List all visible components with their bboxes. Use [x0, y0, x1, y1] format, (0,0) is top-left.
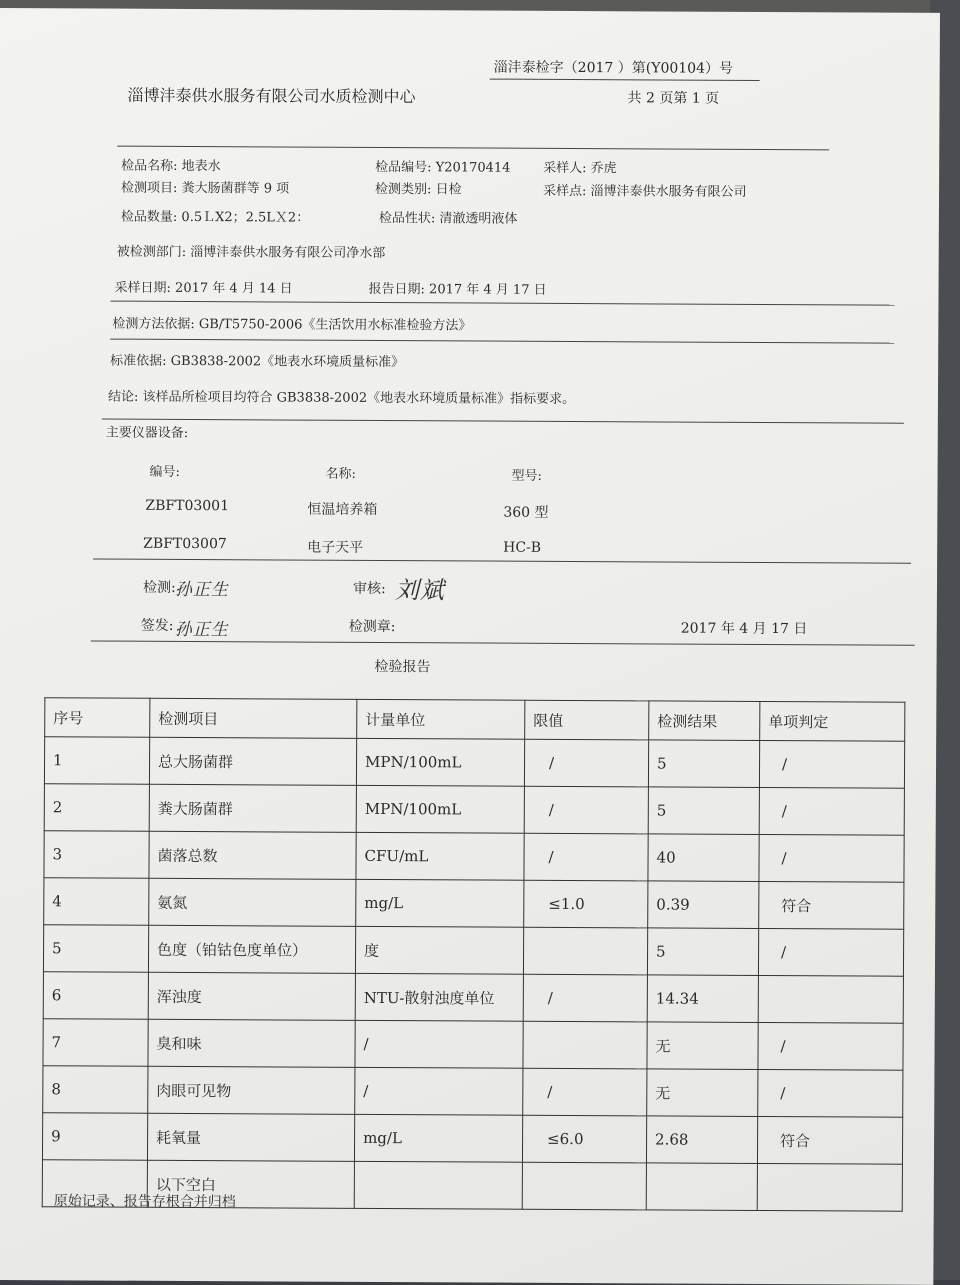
results-table [42, 697, 906, 1212]
method-label: 检测方法依据: [112, 316, 195, 333]
cell-unit: CFU/mL [356, 832, 524, 880]
cell-index: 8 [43, 1066, 148, 1114]
method-value: GB/T5750-2006《生活饮用水标准检验方法》 [198, 317, 472, 334]
sample-name-value: 地表水 [181, 158, 221, 175]
cell-item: 粪大肠菌群 [149, 784, 356, 832]
cell-result: 0.39 [648, 881, 759, 929]
method-field [112, 313, 471, 334]
cell-index: 9 [42, 1113, 147, 1161]
col-header-judgement: 单项判定 [760, 701, 905, 741]
site-label: 采样点: [543, 183, 587, 200]
col-header-limit: 限值 [525, 700, 649, 740]
quantity-label: 检品数量: [120, 209, 178, 225]
site-field [543, 180, 747, 200]
standard-label: 标准依据: [110, 353, 167, 369]
sampler-value: 乔虎 [590, 161, 617, 177]
col-header-unit: 计量单位 [357, 699, 525, 739]
cell-item: 耗氧量 [147, 1113, 354, 1161]
sample-date-field [114, 277, 292, 297]
cell-unit: NTU-散射浊度单位 [355, 973, 523, 1021]
cell-index: 3 [44, 831, 149, 879]
dept-label: 被检测部门: [116, 244, 187, 260]
reviewer-signature: 刘斌 [394, 576, 446, 605]
cell-judgement: / [758, 1022, 903, 1070]
test-type-value: 日检 [435, 182, 462, 198]
table-row [42, 1113, 902, 1165]
table-row [43, 1019, 903, 1071]
report-date-value: 2017 年 4 月 17 日 [429, 282, 547, 298]
dept-field [117, 241, 386, 261]
cell-limit: / [523, 974, 647, 1022]
report-date-field [368, 278, 546, 298]
cell-item: 浑浊度 [148, 972, 355, 1020]
property-field [379, 207, 518, 227]
cell-index: 2 [44, 784, 149, 832]
cell-limit: ≤1.0 [524, 880, 648, 928]
equipment-header-model: 型号: [511, 468, 542, 484]
cell-judgement: 符合 [757, 1116, 902, 1164]
cell-unit: / [355, 1020, 523, 1068]
equipment-row-2-name: 电子天平 [307, 539, 364, 556]
sample-no-value: Y20170414 [435, 160, 511, 176]
report-paper [0, 8, 940, 1285]
table-row [43, 972, 903, 1024]
cell-result: 5 [648, 787, 759, 835]
cell-limit [523, 1021, 647, 1069]
equipment-row-1-model: 360 型 [503, 504, 549, 521]
test-type-label: 检测类别: [375, 181, 432, 198]
cell-result: 5 [648, 740, 759, 788]
cell-judgement: / [759, 787, 904, 835]
report-number: 淄沣泰检字（2017 ）第(Y00104）号 [493, 59, 734, 77]
cell-judgement: / [759, 834, 904, 882]
table-row [43, 1066, 903, 1118]
cell-judgement: 符合 [759, 881, 904, 929]
property-label: 检品性状: [378, 210, 436, 227]
cell-result [646, 1163, 757, 1211]
cell-limit: / [524, 833, 648, 881]
quantity-value: 0.5ＬX2；2.5LＸ2： [181, 209, 310, 226]
divider [110, 339, 894, 344]
cell-result: 5 [647, 928, 758, 976]
divider [102, 419, 904, 424]
cell-index: 1 [44, 737, 149, 785]
stamp-label: 检测章: [348, 618, 396, 636]
divider [91, 640, 915, 645]
tester-label: 检测: [142, 579, 176, 596]
report-title: 检验报告 [374, 658, 431, 676]
cell-unit: / [355, 1067, 523, 1115]
cell-result: 40 [648, 834, 759, 882]
cell-limit [522, 1162, 646, 1210]
cell-item: 以下空白 [147, 1160, 354, 1208]
sample-date-value: 2017 年 4 月 14 日 [175, 280, 293, 297]
cell-limit: / [524, 786, 648, 834]
cell-index: 7 [43, 1019, 148, 1067]
cell-unit [354, 1161, 522, 1209]
cell-unit: MPN/100mL [356, 785, 524, 833]
cell-index: 6 [43, 972, 148, 1020]
cell-limit: / [524, 739, 648, 787]
quantity-field [121, 206, 309, 226]
equipment-row-1-name: 恒温培养箱 [307, 501, 378, 518]
dept-value: 淄博沣泰供水服务有限公司净水部 [190, 244, 386, 262]
cell-unit: mg/L [356, 879, 524, 927]
col-header-result: 检测结果 [649, 701, 760, 741]
conclusion-value: 该样品所检项目均符合 GB3838-2002《地表水环境质量标准》指标要求。 [142, 389, 576, 408]
cell-limit [523, 927, 647, 975]
cell-item: 色度（铂钴色度单位） [148, 925, 355, 973]
cell-item: 臭和味 [148, 1019, 355, 1067]
test-type-field [375, 178, 462, 197]
report-date-label: 报告日期: [368, 281, 425, 298]
issuer-signature: 孙正生 [174, 619, 229, 641]
divider [117, 146, 829, 151]
equipment-row-2-model: HC-B [503, 539, 542, 556]
page-info: 共 2 页第 1 页 [627, 90, 720, 107]
col-header-item: 检测项目 [150, 698, 357, 738]
equipment-row-2-code: ZBFT03007 [143, 535, 227, 553]
items-label: 检测项目: [121, 180, 178, 196]
cell-unit: mg/L [354, 1114, 522, 1162]
table-row [43, 925, 903, 977]
items-field [121, 177, 289, 197]
cell-item: 肉眼可见物 [148, 1066, 355, 1114]
cell-limit: ≤6.0 [522, 1115, 646, 1163]
table-row [44, 737, 904, 789]
cell-result: 14.34 [647, 975, 758, 1023]
table-row [44, 878, 904, 930]
cell-judgement: / [759, 740, 904, 788]
table-row [44, 831, 904, 883]
col-header-index: 序号 [45, 698, 150, 738]
cell-unit: MPN/100mL [356, 738, 524, 786]
report-number-underline [490, 79, 760, 81]
footer-note: 原始记录、报告存根合并归档 [53, 1193, 236, 1211]
standard-field [110, 350, 404, 371]
cell-item: 氨氮 [149, 878, 356, 926]
tester-signature: 孙正生 [174, 579, 230, 601]
conclusion-label: 结论: [107, 389, 139, 405]
cell-judgement: / [758, 928, 903, 976]
sampler-field [543, 157, 617, 176]
sign-date: 2017 年 4 月 17 日 [680, 620, 808, 638]
site-value: 淄博沣泰供水服务有限公司 [590, 184, 747, 200]
sample-date-label: 采样日期: [114, 280, 171, 296]
cell-result: 无 [647, 1022, 758, 1070]
conclusion-field [108, 386, 575, 407]
equipment-row-1-code: ZBFT03001 [145, 497, 230, 515]
divider [110, 301, 894, 306]
sample-name-label: 检品名称: [121, 158, 178, 174]
cell-unit: 度 [355, 926, 523, 974]
cell-judgement: / [758, 1069, 903, 1117]
cell-index: 4 [44, 878, 149, 926]
divider [93, 558, 911, 563]
property-value: 清澈透明液体 [439, 211, 518, 227]
cell-result: 无 [647, 1069, 758, 1117]
sample-name-field [121, 155, 221, 175]
cell-judgement [758, 975, 903, 1023]
cell-item: 菌落总数 [149, 831, 356, 879]
sample-no-field [375, 156, 510, 176]
org-title: 淄博沣泰供水服务有限公司水质检测中心 [127, 85, 416, 107]
table-row [44, 784, 904, 836]
equipment-title: 主要仪器设备: [105, 425, 189, 441]
items-value: 粪大肠菌群等 9 项 [181, 180, 290, 197]
issuer-label: 签发: [140, 617, 174, 634]
table-header-row [45, 698, 905, 742]
sampler-label: 采样人: [543, 160, 587, 177]
cell-index: 5 [43, 925, 148, 973]
cell-limit: / [523, 1068, 647, 1116]
cell-result: 2.68 [646, 1116, 757, 1164]
reviewer-label: 审核: [352, 580, 386, 598]
standard-value: GB3838-2002《地表水环境质量标准》 [170, 353, 405, 371]
cell-judgement [757, 1163, 902, 1211]
equipment-header-code: 编号: [149, 464, 181, 480]
sample-no-label: 检品编号: [375, 159, 432, 176]
cell-item: 总大肠菌群 [149, 737, 356, 785]
equipment-header-name: 名称: [325, 466, 356, 482]
